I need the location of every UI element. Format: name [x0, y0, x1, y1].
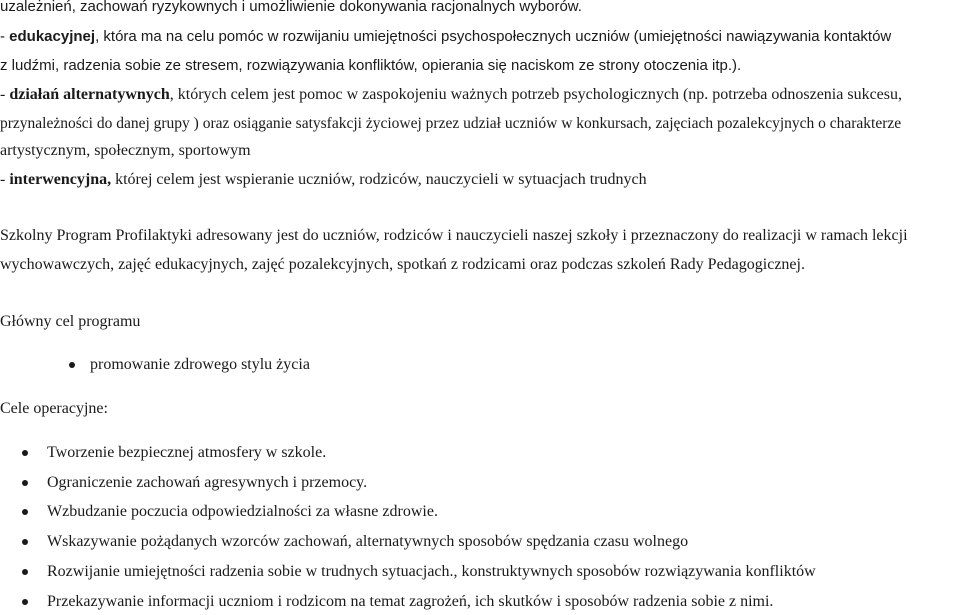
text: Tworzenie bezpiecznej atmosfery w szkole. [47, 444, 327, 461]
paragraph-line [0, 114, 901, 134]
bold-term: edukacyjnej [9, 28, 96, 45]
text: Wzbudzanie poczucia odpowiedzialności za własne zdrowie. [47, 503, 438, 520]
paragraph-line [0, 226, 908, 246]
list-item [47, 443, 326, 463]
text: promowanie zdrowego stylu życia [90, 356, 310, 373]
bullet-icon [22, 480, 28, 486]
paragraph-line [0, 56, 741, 76]
bullet-icon [22, 509, 28, 515]
dash: - [0, 28, 10, 45]
text: uzależnień, zachowań ryzykownych i umożliwienie dokonywania racjonalnych wyborów. [0, 0, 582, 15]
alternative-item [0, 85, 902, 105]
bold-term: interwencyjna, [9, 171, 112, 188]
list-item [47, 592, 773, 612]
bullet-icon [22, 569, 28, 575]
paragraph-line [0, 141, 251, 161]
list-item [47, 532, 688, 552]
bullet-icon [22, 599, 28, 605]
dash: - [0, 86, 10, 103]
paragraph-line [0, 255, 805, 275]
text: której celem jest wspieranie uczniów, rodziców, nauczycieli w sytuacjach trudnych [111, 171, 647, 188]
text: Wskazywanie pożądanych wzorców zachowań, alternatywnych sposobów spędzania czasu wolnego [47, 533, 689, 550]
paragraph-line [0, 0, 582, 17]
main-goal-item [90, 355, 310, 375]
list-item [47, 473, 367, 493]
list-item [47, 502, 438, 522]
text: przynależności do danej grupy ) oraz osiąganie satysfakcji życiowej przez udział uczniów w konkursach, zajęciach pozalekcyjnych o charakterze [0, 115, 902, 132]
main-goal-heading [0, 312, 140, 332]
text: Szkolny Program Profilaktyki adresowany jest do uczniów, rodziców i nauczycieli naszej szkoły i przeznaczony do realizacji w ramach lekcji [0, 227, 908, 244]
operational-goals-heading [0, 399, 108, 419]
text: Rozwijanie umiejętności radzenia sobie w trudnych sytuacjach., konstruktywnych sposobów rozwiązywania konfliktów [47, 563, 816, 580]
bullet-icon [22, 450, 28, 456]
dash: - [0, 171, 10, 188]
text: , która ma na celu pomóc w rozwijaniu umiejętności psychospołecznych uczniów (umiejętności nawiązywania kontaktów [95, 28, 892, 45]
text: Ograniczenie zachowań agresywnych i przemocy. [47, 474, 368, 491]
text: Przekazywanie informacji uczniom i rodzicom na temat zagrożeń, ich skutków i sposobów radzenia sobie z nimi. [47, 593, 774, 610]
text: artystycznym, społecznym, sportowym [0, 142, 251, 159]
heading-text: Główny cel programu [0, 313, 141, 330]
bullet-icon [69, 362, 75, 368]
text: z ludźmi, radzenia sobie ze stresem, rozwiązywania konfliktów, opierania się naciskom ze strony otoczenia itp.). [0, 57, 742, 74]
text: , których celem jest pomoc w zaspokojeniu ważnych potrzeb psychologicznych (np. potrzeba odnoszenia sukcesu, [169, 86, 902, 103]
heading-text: Cele operacyjne: [0, 400, 108, 417]
bold-term: działań alternatywnych [9, 86, 170, 103]
text: wychowawczych, zajęć edukacyjnych, zajęć pozalekcyjnych, spotkań z rodzicami oraz podczas szkoleń Rady Pedagogicznej. [0, 256, 805, 273]
list-item [47, 562, 816, 582]
bullet-icon [22, 539, 28, 545]
intervention-item [0, 170, 647, 190]
educational-item [0, 27, 891, 47]
